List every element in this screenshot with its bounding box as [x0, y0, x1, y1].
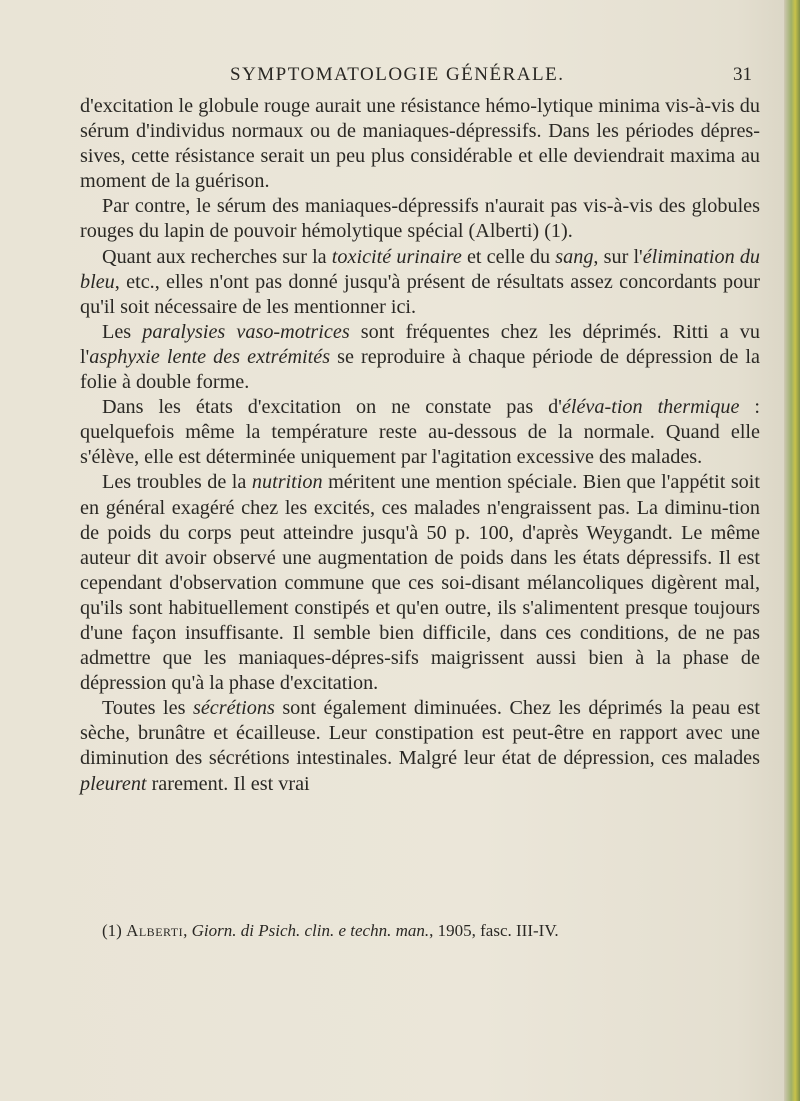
page-edge — [784, 0, 800, 1101]
footnote-author: Alberti — [126, 921, 184, 940]
running-title: SYMPTOMATOLOGIE GÉNÉRALE. — [230, 64, 565, 85]
paragraph-secretions: Toutes les sécrétions sont également diminuées. Chez les déprimés la peau est sèche, brunâtre et écailleuse. Leur constipation est peut-être en rapport avec une diminution des sécrétions intestinales. Malgré leur état de dépression, ces malades pleurent rarement. Il est vrai — [80, 697, 760, 795]
paragraph-serum-alberti: Par contre, le sérum des maniaques-dépressifs n'aurait pas vis-à-vis des globules rouges du lapin de pouvoir hémolytique spécial (Alberti) (1). — [80, 195, 760, 243]
page-number: 31 — [733, 64, 752, 85]
footnote-journal: Giorn. di Psich. clin. e techn. man. — [191, 921, 430, 940]
paragraph-nutrition: Les troubles de la nutrition méritent une mention spéciale. Bien que l'appétit soit en général exagéré chez les excités, ces malades n'engraissent pas. La diminu-tion de poids du corps peut atteindre jusqu'à 50 p. 100, d'après Weygandt. Le même auteur dit avoir observé une augmentation de poids dans les états dépressifs. Il est cependant d'observation commune que ces soi-disant mélancoliques digèrent mal, qu'ils sont habituellement constipés et qu'en outre, ils s'alimentent presque toujours d'une façon insuffisante. Il semble bien difficile, dans ces conditions, de ne pas admettre que les maniaques-dépres-sifs maigrissent aussi bien à la phase de dépression qu'à la phase d'excitation. — [80, 471, 760, 695]
paragraph-hemolytic-resistance: d'excitation le globule rouge aurait une résistance hémo-lytique minima vis-à-vis du sérum d'individus normaux ou de maniaques-dépressifs. Dans les périodes dépres-sives, cette résistance serait un peu plus considérable et elle deviendrait maxima au moment de la guérison. — [80, 95, 760, 193]
footnote-alberti: (1) Alberti, Giorn. di Psich. clin. e techn. man., 1905, fasc. III-IV. — [102, 921, 559, 940]
footnote — [80, 921, 760, 940]
body-text — [80, 94, 760, 797]
paragraph-vasomotor-paralysis: Les paralysies vaso-motrices sont fréquentes chez les déprimés. Ritti a vu l'asphyxie lente des extrémités se reproduire à chaque période de dépression de la folie à double forme. — [80, 320, 760, 394]
page-header — [80, 64, 760, 90]
paragraph-thermal-elevation: Dans les états d'excitation on ne constate pas d'éléva-tion thermique : quelquefois même la température reste au-dessous de la normale. Quand elle s'élève, elle est déterminée uniquement par l'agitation excessive des malades. — [80, 396, 761, 469]
paragraph-toxicity: Quant aux recherches sur la toxicité urinaire et celle du sang, sur l'élimination du bleu, etc., elles n'ont pas donné jusqu'à présent de résultats assez concordants pour qu'il soit nécessaire de les mentionner ici. — [80, 245, 761, 318]
